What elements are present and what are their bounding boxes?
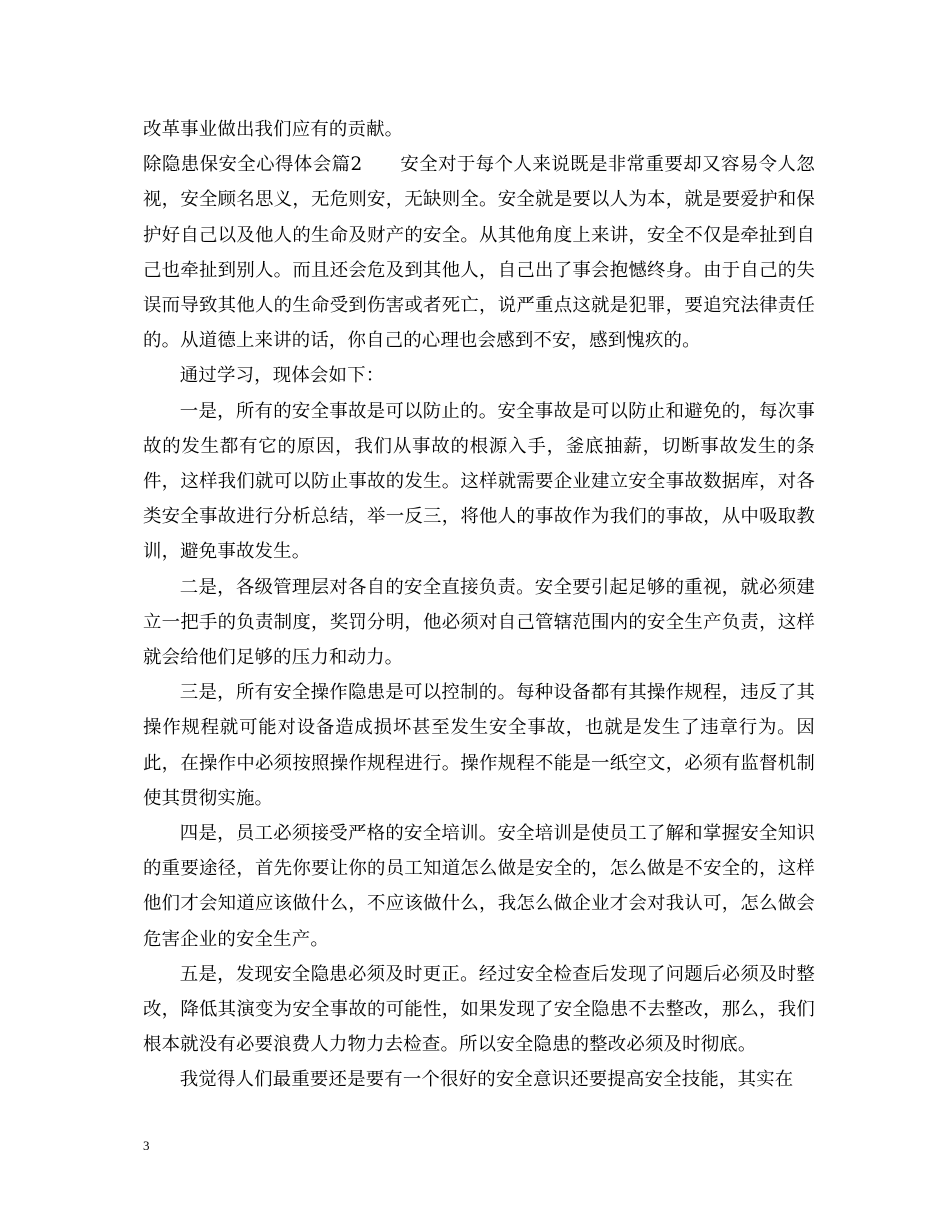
paragraph-study-summary: 通过学习，现体会如下：: [179, 365, 385, 387]
document-body: [143, 112, 815, 1098]
paragraph-point-two: 二是，各级管理层对各自的安全直接负责。安全要引起足够的重视，就必须建立一把手的负责制度，奖罚分明，他必须对自己管辖范围内的安全生产负责，这样就会给他们足够的压力和动力。: [143, 576, 815, 669]
paragraph-closing: 我觉得人们最重要还是要有一个很好的安全意识还要提高安全技能，其实在: [179, 1069, 794, 1091]
paragraph-point-one: 一是，所有的安全事故是可以防止的。安全事故是可以防止和避免的，每次事故的发生都有它的原因，我们从事故的根源入手，釜底抽薪，切断事故发生的条件，这样我们就可以防止事故的发生。这样就需要企业建立安全事故数据库，对各类安全事故进行分析总结，举一反三，将他人的事故作为我们的事故，从中吸取教训，避免事故发生。: [143, 400, 815, 563]
paragraph-point-four: 四是，员工必须接受严格的安全培训。安全培训是使员工了解和掌握安全知识的重要途径，首先你要让你的员工知道怎么做是安全的，怎么做是不安全的，这样他们才会知道应该做什么，不应该做什么，我怎么做企业才会对我认可，怎么做会危害企业的安全生产。: [143, 823, 815, 950]
paragraph-point-three: 三是，所有安全操作隐患是可以控制的。每种设备都有其操作规程，违反了其操作规程就可能对设备造成损坏甚至发生安全事故，也就是发生了违章行为。因此，在操作中必须按照操作规程进行。操作规程不能是一纸空文，必须有监督机制使其贯彻实施。: [143, 682, 815, 809]
paragraph-continuation: 改革事业做出我们应有的贡献。: [143, 119, 404, 140]
page-number: 3: [143, 1138, 150, 1153]
paragraph-heading-intro: 除隐患保安全心得体会篇2 安全对于每个人来说既是非常重要却又容易令人忽视，安全顾名思义，无危则安，无缺则全。安全就是要以人为本，就是要爱护和保护好自己以及他人的生命及财产的安全。从其他角度上来讲，安全不仅是牵扯到自己也牵扯到别人。而且还会危及到其他人，自己出了事会抱憾终身。由于自己的失误而导致其他人的生命受到伤害或者死亡，说严重点这就是犯罪，要追究法律责任的。从道德上来讲的话，你自己的心理也会感到不安，感到愧疚的。: [143, 154, 815, 352]
paragraph-point-five: 五是，发现安全隐患必须及时更正。经过安全检查后发现了问题后必须及时整改，降低其演变为安全事故的可能性，如果发现了安全隐患不去整改，那么，我们根本就没有必要浪费人力物力去检查。所以安全隐患的整改必须及时彻底。: [143, 963, 815, 1056]
